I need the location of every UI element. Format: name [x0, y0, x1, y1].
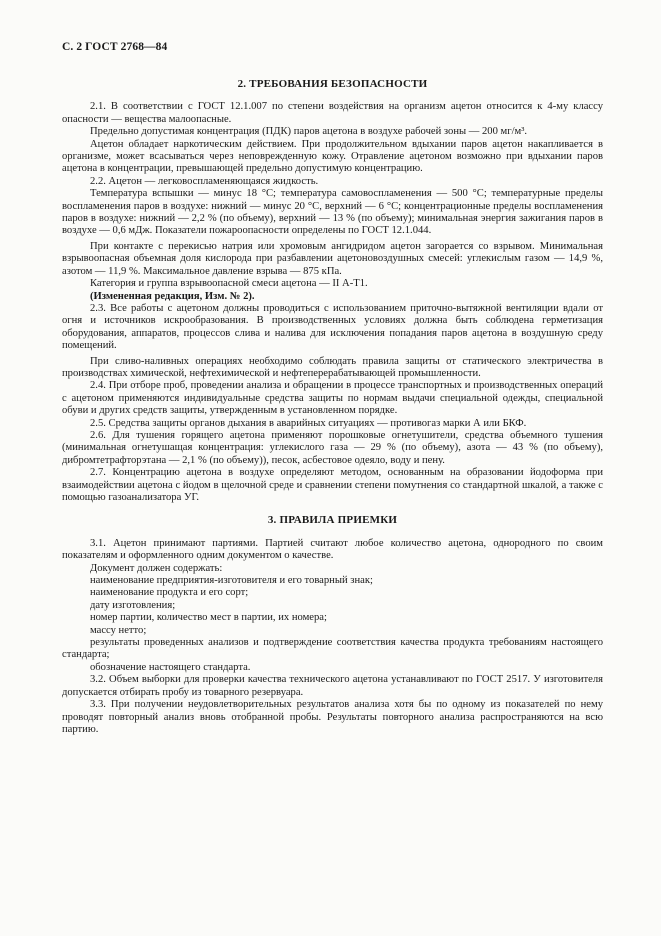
paragraph-temperatures: Температура вспышки — минус 18 °С; температура самовоспламенения — 500 °С; температурные пределы воспламенения паров в воздухе: нижний — минус 20 °С, верхний — 6 °С; концентрационные пределы воспламенения паров в воздухе: нижний — 2,2 % (по объему), верхний — 13 % (по объему); минимальная энергия зажигания паров в воздухе — 0,6 мДж. Показатели пожароопасности определены по ГОСТ 12.1.044. [62, 188, 603, 237]
paragraph-3-2: 3.2. Объем выборки для проверки качества технического ацетона устанавливают по ГОСТ 2517. У изготовителя допускается отбирать пробу из товарного резервуара. [62, 674, 603, 698]
list-item: номер партии, количество мест в партии, их номера; [90, 612, 327, 624]
list-item: обозначение настоящего стандарта. [90, 661, 251, 673]
paragraph-2-5: 2.5. Средства защиты органов дыхания в аварийных ситуациях — противогаз марки А или БКФ. [90, 417, 527, 429]
paragraph-2-4: 2.4. При отборе проб, проведении анализа и обращении в процессе транспортных и производственных операций с ацетоном применяются индивидуальные средства защиты по нормам выдачи специальной одежды, специальной обуви и других средств защиты, утвержденным в установленном порядке. [62, 380, 603, 417]
paragraph-narcotic: Ацетон обладает наркотическим действием. При продолжительном вдыхании паров ацетон накапливается в организме, может всасываться через неповрежденную кожу. Отравление ацетоном возможно при вдыхании паров ацетона в концентрации, превышающей предельно допустимую концентрацию. [62, 138, 603, 175]
page-header: С. 2 ГОСТ 2768—84 [62, 41, 168, 53]
paragraph-category: Категория и группа взрывоопасной смеси ацетона — II А-Т1. [90, 278, 368, 290]
section-3-title: 3. ПРАВИЛА ПРИЕМКИ [267, 514, 398, 527]
list-item: дату изготовления; [90, 599, 176, 611]
paragraph-2-6: 2.6. Для тушения горящего ацетона применяют порошковые огнетушители, средства объемного тушения (минимальная огнетушащая концентрация: углекислого газа — 29 % (по объему), азота — 43 % (по объему), дибромтетрафторэтана — 2,1 % (по объему)), песок, асбестовое одеяло, воду и пену. [62, 429, 603, 466]
paragraph-explosion: При контакте с перекисью натрия или хромовым ангидридом ацетон загорается со взрывом. Минимальная взрывоопасная объемная доля кислорода при разбавлении ацетоновоздушных смесей: углекислым газом — 14,9 %, азотом — 11,9 %. Максимальное давление взрыва — 875 кПа. [62, 240, 603, 277]
amendment-note: (Измененная редакция, Изм. № 2). [90, 290, 255, 302]
paragraph-2-3: 2.3. Все работы с ацетоном должны проводиться с использованием приточно-вытяжной вентиляции вдали от огня и источников искрообразования. В производственных условиях должна быть соблюдена герметизация оборудования, аппаратов, процессов слива и налива для исключения попадания паров ацетона в воздушную среду помещений. [62, 302, 603, 352]
paragraph-static: При сливо-наливных операциях необходимо соблюдать правила защиты от статического электричества в производствах химической, нефтехимической и нефтеперерабатывающей промышленности. [62, 355, 603, 379]
list-item: наименование продукта и его сорт; [90, 587, 249, 599]
list-item: результаты проведенных анализов и подтверждение соответствия качества продукта требованиям настоящего стандарта; [62, 637, 603, 661]
paragraph-3-3: 3.3. При получении неудовлетворительных результатов анализа хотя бы по одному из показателей по нему проводят повторный анализ вновь отобранной пробы. Результаты повторного анализа распространяются на всю партию. [62, 699, 603, 735]
paragraph-2-2: 2.2. Ацетон — легковоспламеняющаяся жидкость. [90, 175, 319, 187]
paragraph-pdk: Предельно допустимая концентрация (ПДК) паров ацетона в воздухе рабочей зоны — 200 мг/м³. [90, 126, 528, 138]
section-2-title: 2. ТРЕБОВАНИЯ БЕЗОПАСНОСТИ [237, 78, 428, 90]
paragraph-2-1: 2.1. В соответствии с ГОСТ 12.1.007 по степени воздействия на организм ацетон относится к 4-му классу опасности — вещества малоопасные. [62, 101, 603, 125]
list-item: массу нетто; [90, 624, 147, 636]
paragraph-3-1: 3.1. Ацетон принимают партиями. Партией считают любое количество ацетона, однородного по своим показателям и оформленного одним документом о качестве. [62, 537, 603, 562]
document-body [62, 78, 603, 736]
paragraph-document-contents: Документ должен содержать: [90, 562, 223, 574]
list-item: наименование предприятия-изготовителя и его товарный знак; [90, 575, 373, 587]
paragraph-2-7: 2.7. Концентрацию ацетона в воздухе определяют методом, основанным на образовании йодоформа при взаимодействии ацетона с йодом в щелочной среде и сравнении степени помутнения со стандартной шкалой, а также с помощью газоанализатора УГ. [62, 467, 603, 503]
